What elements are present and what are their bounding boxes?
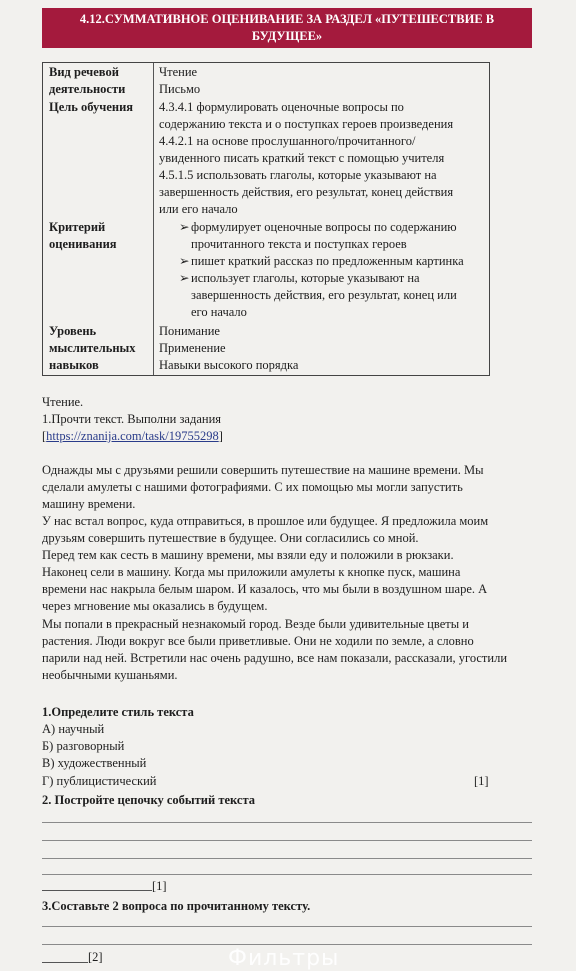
learning-goal-line: увиденного писать краткий текст с помощью учителя xyxy=(159,151,445,165)
question-2-score: [1] xyxy=(152,879,167,893)
question-3-title: 3.Составьте 2 вопроса по прочитанному тексту. xyxy=(42,899,311,913)
criterion-item-cont: завершенность действия, его результат, конец или xyxy=(191,288,457,302)
criterion-item-cont: прочитанного текста и поступках героев xyxy=(191,237,407,251)
question-1-score: [1] xyxy=(474,774,489,788)
story-line: У нас встал вопрос, куда отправиться, в прошлое или будущее. Я предложила моим xyxy=(42,514,489,528)
learning-goal-line: завершенность действия, его результат, конец действия xyxy=(159,185,454,199)
thinking-level-label: Уровень xyxy=(49,324,97,338)
speech-activity-value: Письмо xyxy=(159,82,201,96)
speech-activity-label: Вид речевой xyxy=(49,65,119,79)
story-line: необычными кушаньями. xyxy=(42,668,178,682)
answer-line[interactable] xyxy=(42,840,532,841)
story-line: парили над ней. Встретили нас очень радушно, все нам показали, рассказали, угостили xyxy=(42,651,508,665)
score-blank-line xyxy=(42,962,88,963)
answer-line[interactable] xyxy=(42,858,532,859)
arrow-bullet-icon: ➢ xyxy=(179,220,190,234)
story-line: машину времени. xyxy=(42,497,136,511)
story-line: Однажды мы с друзьями решили совершить путешествие на машине времени. Мы xyxy=(42,463,484,477)
thinking-level-label-2: мыслительных xyxy=(49,341,136,355)
learning-goal-line: 4.4.2.1 на основе прослушанного/прочитанного/ xyxy=(159,134,416,148)
story-line: Перед тем как сесть в машину времени, мы взяли еду и положили в рюкзаки. xyxy=(42,548,454,562)
learning-goal-line: содержанию текста и о поступках героев произведения xyxy=(159,117,454,131)
filters-watermark: Фильтры xyxy=(228,946,340,971)
criteria-label-2: оценивания xyxy=(49,237,117,251)
score-blank-line xyxy=(42,890,152,891)
learning-goal-line: 4.5.1.5 использовать глаголы, которые указывают на xyxy=(159,168,437,182)
speech-activity-label-2: деятельности xyxy=(49,82,126,96)
story-line: через мгновение мы оказались в будущем. xyxy=(42,599,268,613)
story-line: Наконец сели в машину. Когда мы приложили амулеты к кнопке пуск, машина xyxy=(42,565,461,579)
learning-goal-label: Цель обучения xyxy=(49,100,134,114)
source-link[interactable]: [https://znanija.com/task/19755298] xyxy=(42,429,223,443)
criterion-item-cont: его начало xyxy=(191,305,247,319)
criterion-item: ➢ использует глаголы, которые указывают на xyxy=(179,271,420,285)
thinking-level-label-3: навыков xyxy=(49,358,99,372)
criterion-item: ➢ формулирует оценочные вопросы по содержанию xyxy=(179,220,457,234)
answer-line[interactable] xyxy=(42,874,532,875)
question-1-title: 1.Определите стиль текста xyxy=(42,705,194,719)
question-3-score: [2] xyxy=(88,950,103,964)
learning-goal-line: или его начало xyxy=(159,202,238,216)
answer-option: А) научный xyxy=(42,722,105,736)
story-line: растения. Люди вокруг все были приветливые. Они не ходили по земле, а словно xyxy=(42,634,474,648)
section-title-banner xyxy=(42,8,532,48)
reading-heading: Чтение. xyxy=(42,395,84,409)
title-line-2: БУДУЩЕЕ» xyxy=(251,29,323,43)
learning-goal-line: 4.3.4.1 формулировать оценочные вопросы по xyxy=(159,100,404,114)
thinking-level-value: Понимание xyxy=(159,324,220,338)
criteria-label: Критерий xyxy=(49,220,106,234)
answer-option: Г) публицистический xyxy=(42,774,157,788)
task-instruction: 1.Прочти текст. Выполни задания xyxy=(42,412,222,426)
story-line: Мы попали в прекрасный незнакомый город. Везде были удивительные цветы и xyxy=(42,617,469,631)
answer-option: В) художественный xyxy=(42,756,147,770)
speech-activity-value: Чтение xyxy=(159,65,198,79)
objectives-table xyxy=(42,62,490,376)
source-link-url[interactable]: https://znanija.com/task/19755298 xyxy=(46,429,219,443)
answer-line[interactable] xyxy=(42,926,532,927)
story-line: друзьям совершить путешествие в будущее. Они согласились со мной. xyxy=(42,531,419,545)
story-line: сделали амулеты с нашими фотографиями. С их помощью мы могли запустить xyxy=(42,480,463,494)
arrow-bullet-icon: ➢ xyxy=(179,254,190,268)
table-column-divider xyxy=(153,63,154,375)
question-2-title: 2. Постройте цепочку событий текста xyxy=(42,793,256,807)
arrow-bullet-icon: ➢ xyxy=(179,271,190,285)
thinking-level-value: Применение xyxy=(159,341,226,355)
title-line-1: 4.12.СУММАТИВНОЕ ОЦЕНИВАНИЕ ЗА РАЗДЕЛ «ПУТЕШЕСТВИЕ В xyxy=(79,12,495,26)
answer-line[interactable] xyxy=(42,822,532,823)
criterion-item: ➢ пишет краткий рассказ по предложенным картинка xyxy=(179,254,464,268)
answer-option: Б) разговорный xyxy=(42,739,125,753)
answer-line[interactable] xyxy=(42,944,532,945)
story-line: времени нас накрыла белым шаром. И казалось, что мы были в воздушном шаре. А xyxy=(42,582,488,596)
thinking-level-value: Навыки высокого порядка xyxy=(159,358,299,372)
